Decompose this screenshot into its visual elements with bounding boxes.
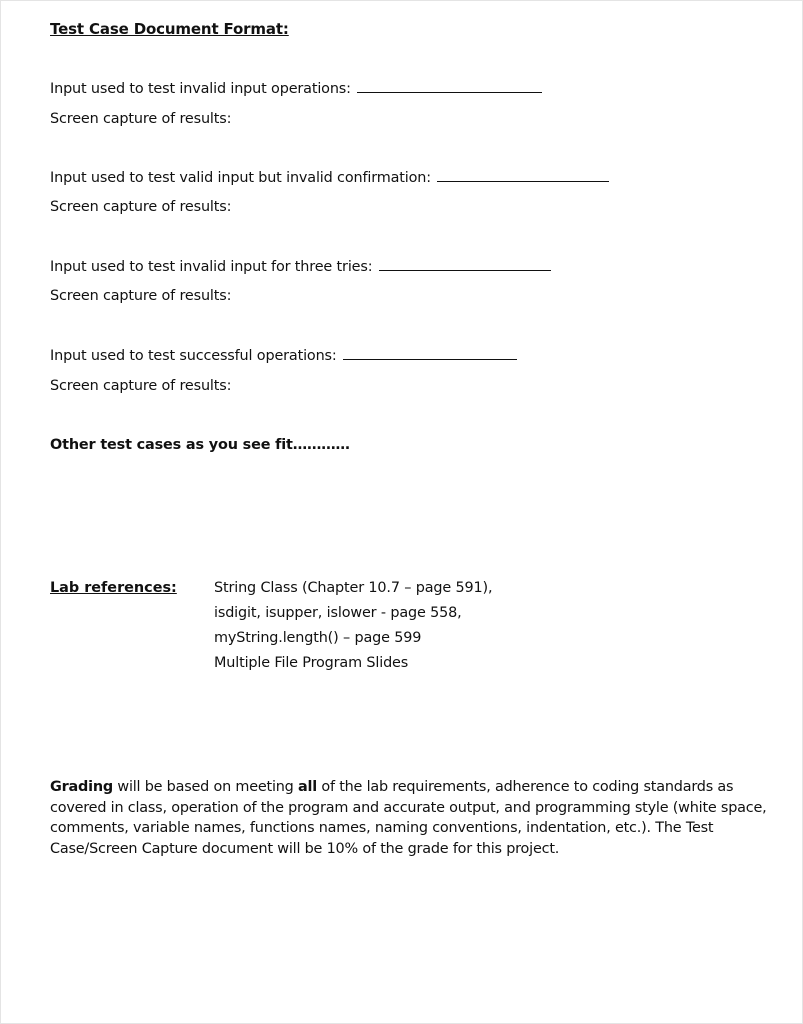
grading-emphasis: all xyxy=(297,779,317,795)
other-test-cases: Other test cases as you see fit………… xyxy=(50,437,350,453)
test-input-label: Input used to test successful operations: xyxy=(50,348,337,364)
test-input-line-invalid-input xyxy=(50,80,542,98)
test-input-line-successful-operations xyxy=(50,347,517,365)
screen-capture-label: Screen capture of results: xyxy=(50,111,232,127)
screen-capture-label: Screen capture of results: xyxy=(50,378,232,394)
lab-reference-item: isdigit, isupper, islower - page 558, xyxy=(214,605,462,621)
screen-capture-label: Screen capture of results: xyxy=(50,288,232,304)
screen-capture-label: Screen capture of results: xyxy=(50,199,232,215)
answer-blank[interactable] xyxy=(379,258,551,271)
answer-blank[interactable] xyxy=(343,347,517,360)
lab-reference-item: String Class (Chapter 10.7 – page 591), xyxy=(214,580,493,596)
test-input-label: Input used to test invalid input for three tries: xyxy=(50,259,373,275)
lab-reference-item: Multiple File Program Slides xyxy=(214,655,409,671)
test-input-line-three-tries xyxy=(50,258,551,276)
grading-paragraph xyxy=(50,777,770,859)
grading-text-1: will be based on meeting xyxy=(113,779,298,795)
answer-blank[interactable] xyxy=(357,80,542,93)
lab-reference-item: myString.length() – page 599 xyxy=(214,630,422,646)
lab-references-list xyxy=(214,579,492,679)
grading-text-2: of the lab requirements, adherence to coding standards as covered in class, operation of the program and accurate output, and programming style (white space, comments, variable names, functions names, naming conventions, indentation, etc.). The Test Case/Screen Capture document will be 10% of the grade for this project. xyxy=(50,779,767,857)
test-input-line-invalid-confirmation xyxy=(50,169,609,187)
answer-blank[interactable] xyxy=(437,169,609,182)
lab-references-label: Lab references: xyxy=(50,580,177,596)
test-input-label: Input used to test valid input but invalid confirmation: xyxy=(50,170,431,186)
test-input-label: Input used to test invalid input operations: xyxy=(50,81,351,97)
document-heading: Test Case Document Format: xyxy=(50,20,289,38)
grading-lead: Grading xyxy=(50,779,113,795)
